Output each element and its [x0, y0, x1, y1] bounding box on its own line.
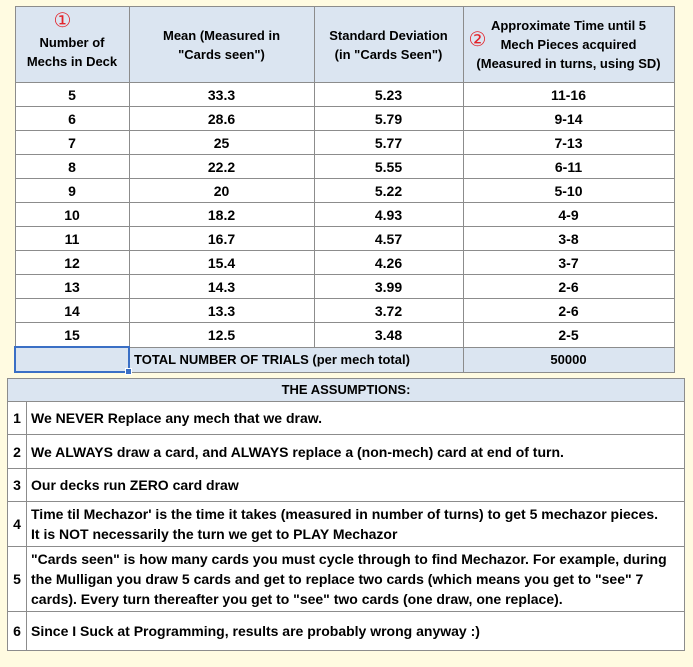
header-cell-sd[interactable] [314, 7, 463, 83]
fill-handle[interactable] [125, 368, 132, 375]
std-deviation-cell[interactable]: 3.99 [314, 275, 463, 299]
mean-cards-seen-cell[interactable]: 18.2 [129, 203, 314, 227]
edge-cell [674, 83, 686, 107]
assumption-text[interactable] [27, 612, 685, 651]
circled-marker-1: ① [53, 10, 72, 32]
mech-stats-table [14, 6, 687, 373]
std-deviation-cell[interactable]: 5.55 [314, 155, 463, 179]
mechs-count-cell[interactable]: 7 [15, 131, 129, 155]
std-deviation-cell[interactable]: 4.57 [314, 227, 463, 251]
std-deviation-cell[interactable]: 4.93 [314, 203, 463, 227]
edge-cell [674, 323, 686, 348]
mean-cards-seen-cell[interactable]: 20 [129, 179, 314, 203]
assumption-line: cards). Every turn thereafter you get to "see" two cards (one draw, one replace). [31, 591, 563, 607]
turns-estimate-cell[interactable]: 3-7 [463, 251, 674, 275]
mechs-count-cell[interactable]: 14 [15, 299, 129, 323]
turns-estimate-cell[interactable]: 11-16 [463, 83, 674, 107]
total-row [15, 347, 686, 372]
mean-cards-seen-cell[interactable]: 12.5 [129, 323, 314, 348]
std-deviation-cell[interactable]: 4.26 [314, 251, 463, 275]
edge-cell [674, 203, 686, 227]
assumption-row [8, 469, 685, 502]
assumption-line: "Cards seen" is how many cards you must cycle through to find Mechazor. For example, during [31, 551, 667, 567]
total-trials-value[interactable]: 50000 [463, 347, 674, 372]
circled-marker-2: ② [468, 29, 487, 51]
assumption-text[interactable] [27, 547, 685, 612]
header-text: Mechs in Deck [26, 53, 118, 69]
std-deviation-cell[interactable]: 5.79 [314, 107, 463, 131]
assumption-text[interactable] [27, 435, 685, 469]
assumption-line: Time til Mechazor' is the time it takes (measured in number of turns) to get 5 mechazor pieces. [31, 506, 659, 522]
header-text: (in "Cards Seen") [334, 46, 443, 62]
table-row [15, 83, 686, 107]
turns-estimate-cell[interactable]: 2-6 [463, 275, 674, 299]
assumption-number[interactable]: 6 [8, 612, 27, 651]
turns-estimate-cell[interactable]: 4-9 [463, 203, 674, 227]
selected-cell[interactable] [15, 347, 129, 372]
table-row [15, 107, 686, 131]
turns-estimate-cell[interactable]: 2-6 [463, 299, 674, 323]
table-row [15, 299, 686, 323]
table-row [15, 251, 686, 275]
mean-cards-seen-cell[interactable]: 15.4 [129, 251, 314, 275]
mean-cards-seen-cell[interactable]: 25 [129, 131, 314, 155]
mean-cards-seen-cell[interactable]: 22.2 [129, 155, 314, 179]
assumption-line: the Mulligan you draw 5 cards and get to replace two cards (which means you get to "see" 7 [31, 571, 644, 587]
mechs-count-cell[interactable]: 6 [15, 107, 129, 131]
assumption-row [8, 402, 685, 435]
edge-cell [674, 227, 686, 251]
assumption-line: We ALWAYS draw a card, and ALWAYS replace a (non-mech) card at end of turn. [31, 443, 564, 460]
table-row [15, 275, 686, 299]
turns-estimate-cell[interactable]: 3-8 [463, 227, 674, 251]
mean-cards-seen-cell[interactable]: 14.3 [129, 275, 314, 299]
header-cell-mean[interactable] [129, 7, 314, 83]
edge-cell [674, 251, 686, 275]
std-deviation-cell[interactable]: 3.48 [314, 323, 463, 348]
assumption-row [8, 502, 685, 547]
header-cell-time[interactable] [463, 7, 674, 83]
std-deviation-cell[interactable]: 5.77 [314, 131, 463, 155]
mechs-count-cell[interactable]: 9 [15, 179, 129, 203]
mechs-count-cell[interactable]: 8 [15, 155, 129, 179]
mechs-count-cell[interactable]: 15 [15, 323, 129, 348]
header-row [15, 7, 686, 83]
mechs-count-cell[interactable]: 11 [15, 227, 129, 251]
header-text: Approximate Time until 5 [490, 18, 647, 33]
table-row [15, 323, 686, 348]
mean-cards-seen-cell[interactable]: 33.3 [129, 83, 314, 107]
table-row [15, 155, 686, 179]
assumption-number[interactable]: 5 [8, 547, 27, 612]
edge-cell [674, 275, 686, 299]
std-deviation-cell[interactable]: 5.22 [314, 179, 463, 203]
edge-cell [674, 179, 686, 203]
assumption-line: Our decks run ZERO card draw [31, 477, 239, 493]
assumption-line: We NEVER Replace any mech that we draw. [31, 410, 322, 426]
assumption-number[interactable]: 2 [8, 435, 27, 469]
assumption-text[interactable] [27, 469, 685, 502]
assumption-text[interactable] [27, 502, 685, 547]
header-text: Number of [39, 34, 105, 50]
turns-estimate-cell[interactable]: 5-10 [463, 179, 674, 203]
mean-cards-seen-cell[interactable]: 13.3 [129, 299, 314, 323]
edge-cell [674, 7, 686, 83]
table-row [15, 203, 686, 227]
total-trials-label[interactable]: TOTAL NUMBER OF TRIALS (per mech total) [129, 347, 463, 372]
turns-estimate-cell[interactable]: 7-13 [463, 131, 674, 155]
turns-estimate-cell[interactable]: 9-14 [463, 107, 674, 131]
edge-cell [674, 299, 686, 323]
mean-cards-seen-cell[interactable]: 28.6 [129, 107, 314, 131]
assumption-number[interactable]: 3 [8, 469, 27, 502]
assumption-text[interactable] [27, 402, 685, 435]
turns-estimate-cell[interactable]: 2-5 [463, 323, 674, 348]
turns-estimate-cell[interactable]: 6-11 [463, 155, 674, 179]
mechs-count-cell[interactable]: 13 [15, 275, 129, 299]
edge-cell [674, 347, 686, 372]
table-row [15, 227, 686, 251]
header-text: "Cards seen") [178, 46, 265, 62]
assumptions-table [7, 378, 685, 651]
mean-cards-seen-cell[interactable]: 16.7 [129, 227, 314, 251]
edge-cell [674, 107, 686, 131]
header-text: Mech Pieces acquired [500, 37, 637, 52]
assumption-number[interactable]: 1 [8, 402, 27, 435]
assumption-row [8, 435, 685, 469]
header-text: (Measured in turns, using SD) [476, 56, 661, 71]
mechs-count-cell[interactable]: 12 [15, 251, 129, 275]
table-row [15, 131, 686, 155]
mechs-count-cell[interactable]: 5 [15, 83, 129, 107]
std-deviation-cell[interactable]: 3.72 [314, 299, 463, 323]
assumptions-title[interactable]: THE ASSUMPTIONS: [8, 379, 685, 402]
assumptions-title-row [8, 379, 685, 402]
mechs-count-cell[interactable]: 10 [15, 203, 129, 227]
assumption-number[interactable]: 4 [8, 502, 27, 547]
assumption-row [8, 547, 685, 612]
assumption-line: Since I Suck at Programming, results are probably wrong anyway :) [31, 623, 480, 639]
edge-cell [674, 131, 686, 155]
assumption-row [8, 612, 685, 651]
edge-cell [674, 155, 686, 179]
assumption-line: It is NOT necessarily the turn we get to PLAY Mechazor [31, 526, 398, 542]
table-row [15, 179, 686, 203]
header-text: Standard Deviation [329, 27, 448, 43]
header-cell-mechs[interactable] [15, 7, 129, 83]
header-text: Mean (Measured in [162, 27, 281, 43]
std-deviation-cell[interactable]: 5.23 [314, 83, 463, 107]
